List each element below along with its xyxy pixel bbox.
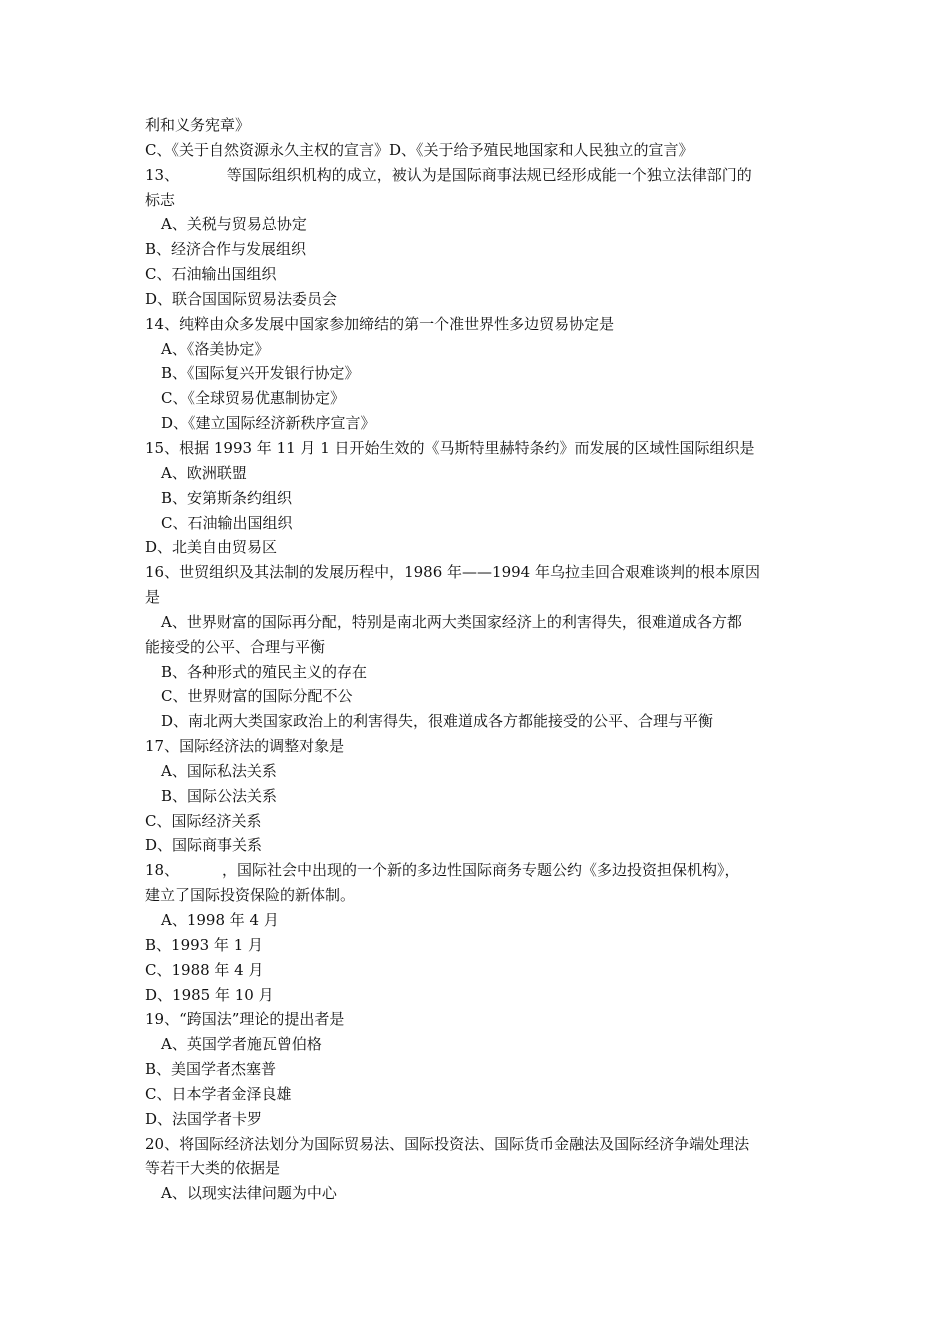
text-line: 17、国际经济法的调整对象是 (145, 737, 345, 756)
text-line: D、北美自由贸易区 (145, 538, 278, 557)
text-line: B、1993 年 1 月 (145, 935, 264, 954)
text-line: 20、将国际经济法划分为国际贸易法、国际投资法、国际货币金融法及国际经济争端处理法 (145, 1134, 750, 1153)
text-line: D、《建立国际经济新秩序宣言》 (161, 414, 376, 433)
text-line: A、1998 年 4 月 (161, 911, 279, 929)
text-line: C、《关于自然资源永久主权的宣言》D、《关于给予殖民地国家和人民独立的宣言》 (145, 140, 694, 159)
text-line: C、日本学者金泽良雄 (145, 1084, 292, 1103)
text-line: A、以现实法律问题为中心 (161, 1184, 337, 1203)
text-line: B、国际公法关系 (161, 786, 278, 805)
text-line: 能接受的公平、合理与平衡 (145, 637, 326, 656)
text-line: A、英国学者施瓦曾伯格 (161, 1035, 322, 1054)
text-line: 13、 等国际组织机构的成立，被认为是国际商事法规已经形成能一个独立法律部门的 (145, 165, 752, 184)
text-line: A、关税与贸易总协定 (161, 215, 307, 234)
text-line: C、《全球贸易优惠制协定》 (161, 389, 345, 408)
text-line: B、经济合作与发展组织 (145, 240, 307, 259)
text-line: 16、世贸组织及其法制的发展历程中，1986 年——1994 年乌拉圭回合艰难谈判的根本原因 (145, 563, 760, 582)
text-line: 14、纯粹由众多发展中国家参加缔结的第一个准世界性多边贸易协定是 (145, 314, 615, 333)
text-line: 19、“跨国法”理论的提出者是 (145, 1010, 345, 1029)
text-line: 建立了国际投资保险的新体制。 (145, 886, 356, 905)
text-line: B、美国学者杰塞普 (145, 1060, 277, 1079)
text-line: A、世界财富的国际再分配，特别是南北两大类国家经济上的利害得失，很难道成各方都 (161, 612, 742, 631)
text-line: D、1985 年 10 月 (145, 985, 274, 1004)
text-line: 是 (145, 588, 161, 607)
text-line: C、世界财富的国际分配不公 (161, 687, 353, 706)
text-line: 标志 (145, 190, 176, 209)
text-line: D、南北两大类国家政治上的利害得失，很难道成各方都能接受的公平、合理与平衡 (161, 712, 714, 731)
text-line: 利和义务宪章》 (145, 116, 251, 134)
text-line: B、各种形式的殖民主义的存在 (161, 662, 368, 681)
text-line: D、国际商事关系 (145, 836, 263, 855)
text-line: C、国际经济关系 (145, 811, 262, 830)
text-line: 等若干大类的依据是 (145, 1159, 281, 1178)
text-line: B、安第斯条约组织 (161, 488, 293, 507)
text-line: A、《洛美协定》 (161, 339, 270, 358)
text-line: 15、根据 1993 年 11 月 1 日开始生效的《马斯特里赫特条约》而发展的区域性国际组织是 (145, 438, 755, 457)
text-line: A、国际私法关系 (161, 761, 277, 780)
text-line: D、联合国国际贸易法委员会 (145, 289, 338, 308)
text-line: D、法国学者卡罗 (145, 1109, 263, 1128)
document-page (145, 113, 813, 1206)
text-line: A、欧洲联盟 (161, 463, 247, 482)
text-line: C、石油输出国组织 (145, 265, 277, 284)
text-line: C、石油输出国组织 (161, 513, 293, 532)
text-line: B、《国际复兴开发银行协定》 (161, 364, 360, 383)
text-line: C、1988 年 4 月 (145, 960, 264, 979)
text-line: 18、 ，国际社会中出现的一个新的多边性国际商务专题公约《多边投资担保机构》， (145, 861, 740, 880)
